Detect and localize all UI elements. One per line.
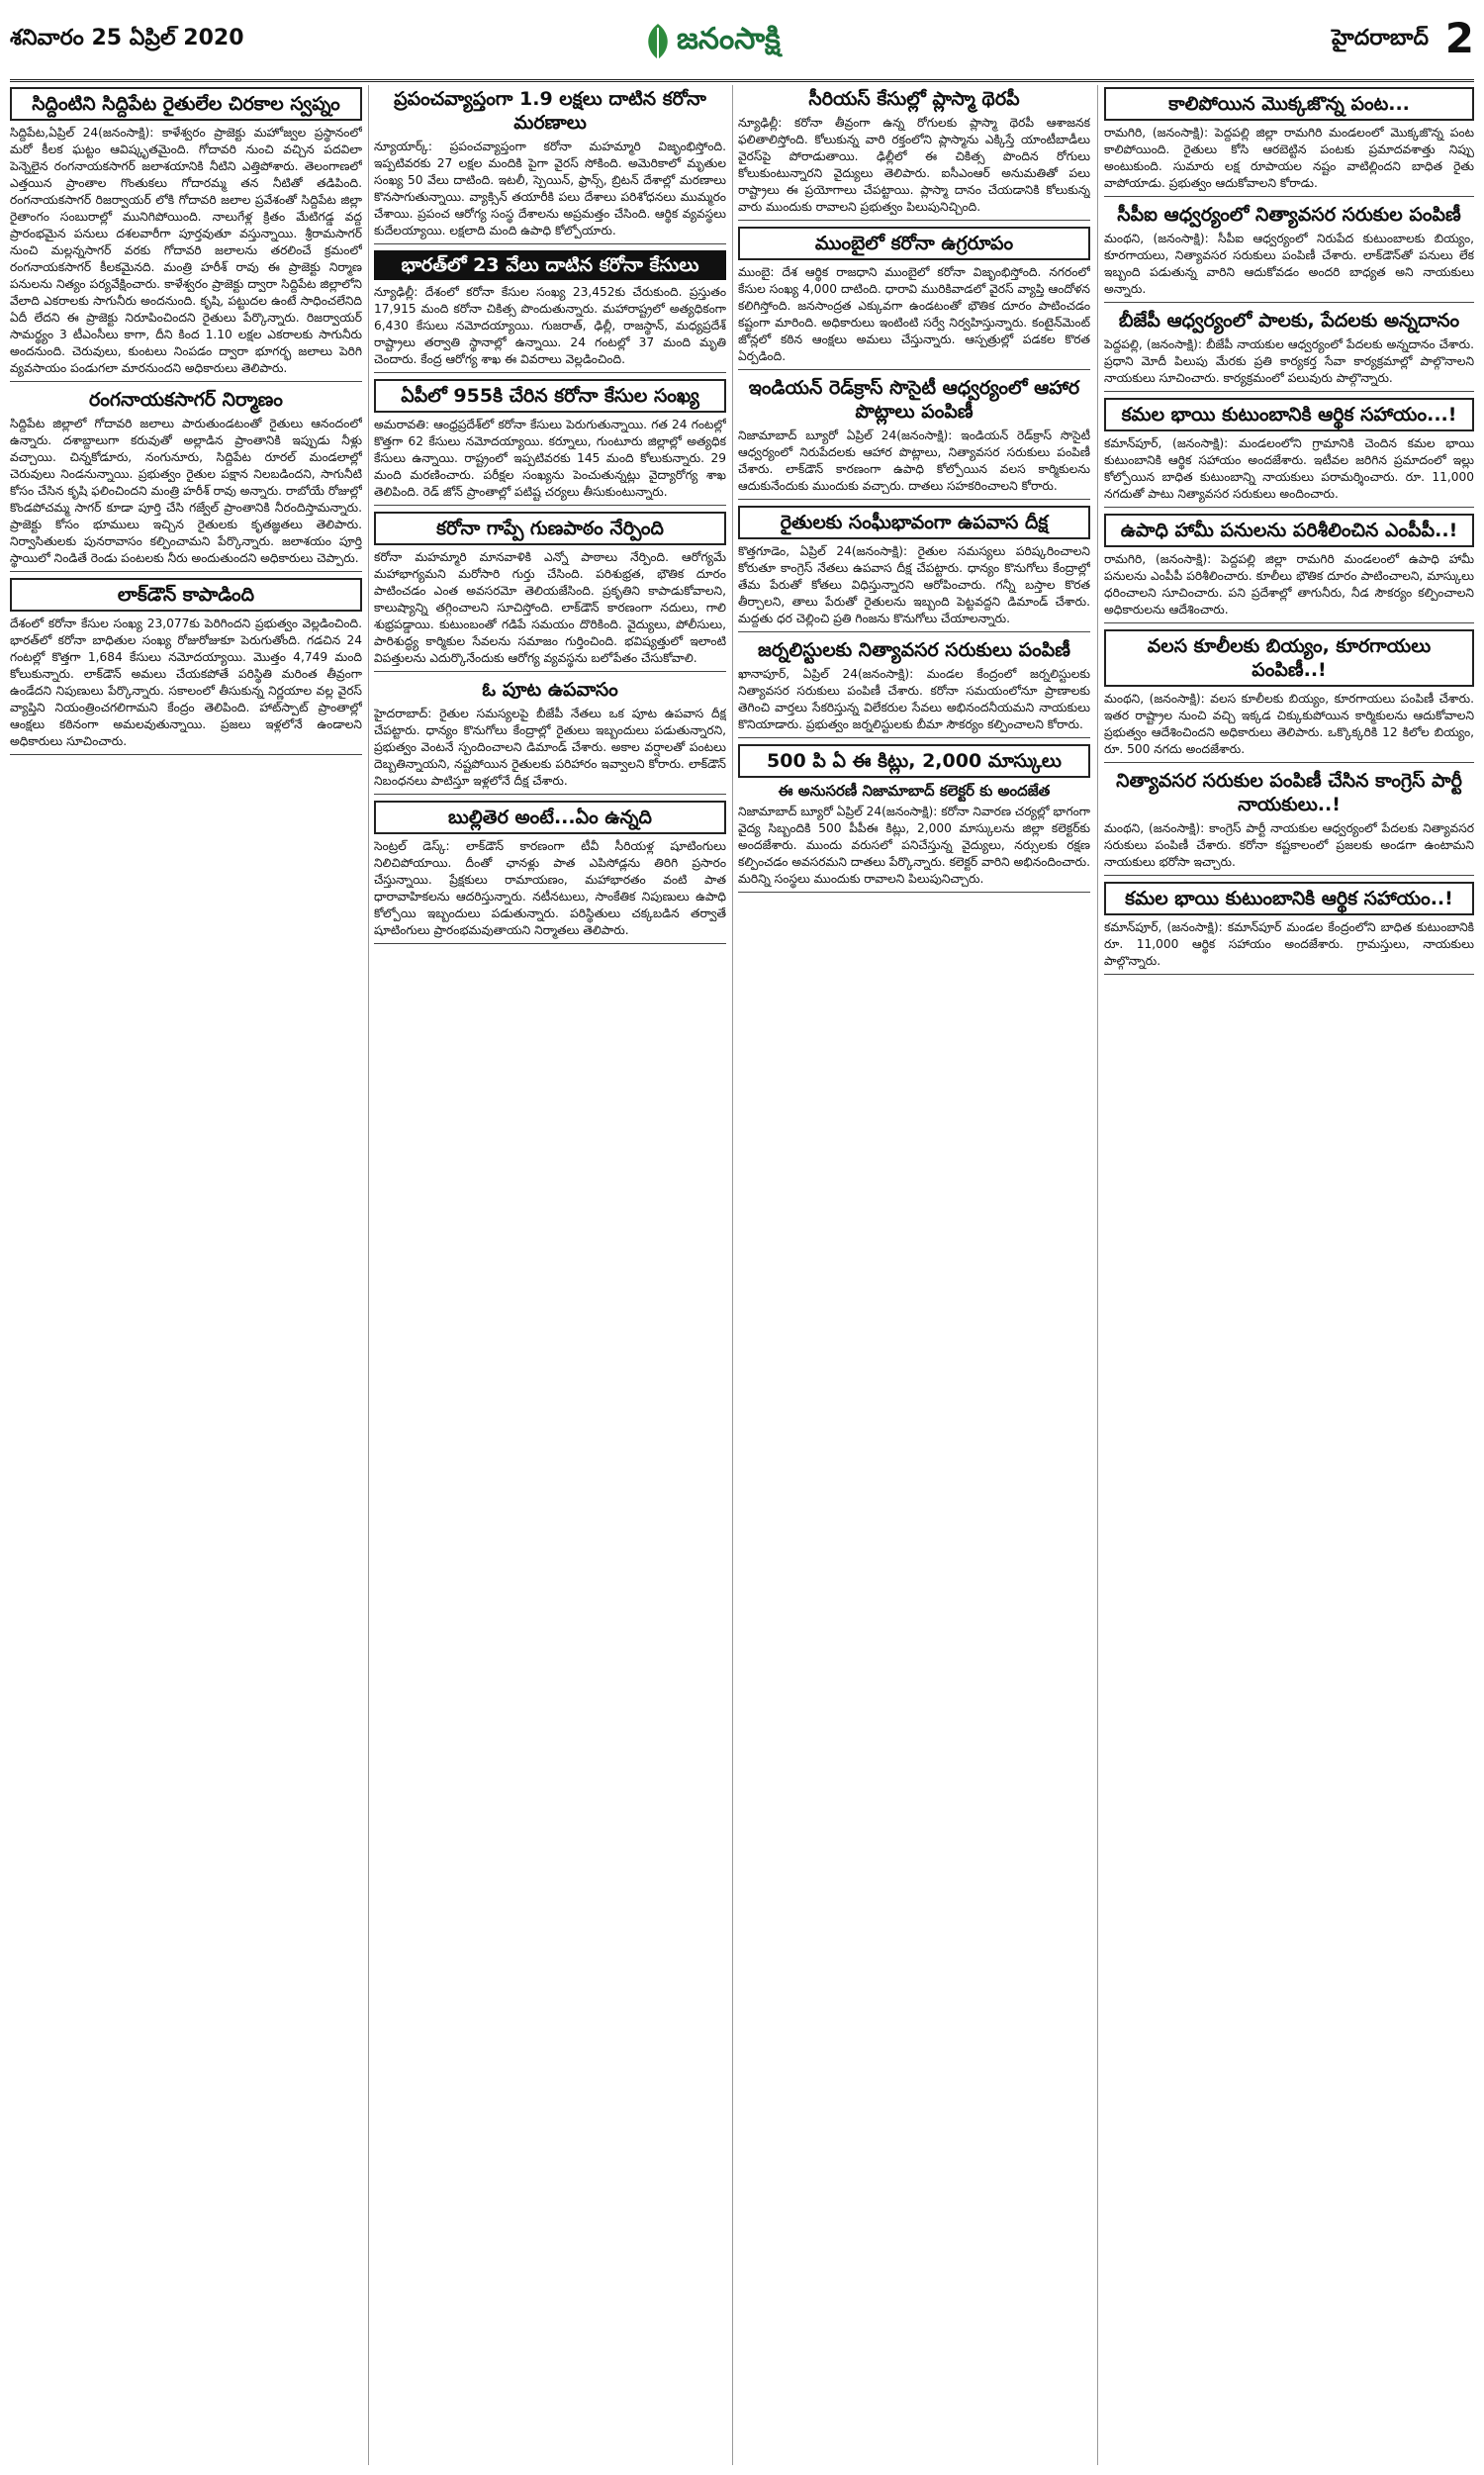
article-headline: ప్రపంచవ్యాప్తంగా 1.9 లక్షలు దాటిన కరోనా మరణాలు [394,88,706,134]
article-body: సిద్దిపేట జిల్లాలో గోదావరి జలాలు పారుతుండటంతో రైతులు ఆనందంలో ఉన్నారు. దశాబ్దాలుగా కరువుతో అల్లాడిన ప్రాంతానికి ఇప్పుడు నీళ్లు వచ్చాయి. చిన్నకోడూరు, నంగునూరు, సిద్దిపేట రూరల్ మండలాల్లో చెరువులు నిండనున్నాయి. ప్రభుత్వం రైతుల పక్షాన నిలబడిందని, సాగునీటి కోసం చేసిన కృషి ఫలించిందని మంత్రి హరీశ్ రావు అన్నారు. రాబోయే రోజుల్లో కొండపోచమ్మ సాగర్ కూడా పూర్తి చేసి గజ్వేల్ ప్రాంతానికి నీరందిస్తామన్నారు. ప్రాజెక్టు కోసం భూములు ఇచ్చిన రైతులకు కృతజ్ఞతలు తెలిపారు. నిర్వాసితులకు పునరావాసం కల్పించామని పేర్కొన్నారు. జలాశయం పూర్తి స్థాయిలో నిండితే రెండు పంటలకు నీరు అందుతుందని అధికారులు చెప్పారు. [10,417,362,565]
article-separator [1104,762,1474,763]
article-separator [738,892,1090,893]
article-separator [374,943,726,944]
article-separator [10,571,362,572]
article-headline: కమల భాయి కుటుంబానికి ఆర్థిక సహాయం..! [1104,882,1474,915]
article-body: రామగిరి, (జనంసాక్షి): పెద్దపల్లి జిల్లా రామగిరి మండలంలో ఉపాధి హామీ పనులను ఎంపీపీ పరిశీలించారు. కూలీలు భౌతిక దూరం పాటించాలని, మాస్కులు ధరించాలని సూచించారు. పని ప్రదేశాల్లో తాగునీరు, నీడ సౌకర్యం కల్పించాలని అధికారులను ఆదేశించారు. [1104,552,1474,617]
article-headline: నిత్యావసర సరుకుల పంపిణీ చేసిన కాంగ్రెస్ పార్టీ నాయకులు..! [1116,770,1462,815]
article-separator [374,794,726,795]
article-separator [374,243,726,244]
news-article [1104,882,1474,975]
article-headline: బుల్లితెర అంటే...ఏం ఉన్నది [374,801,726,834]
news-article [374,379,726,506]
article-separator [1104,622,1474,623]
article-body: పెద్దపల్లి, (జనంసాక్షి): బీజేపీ నాయకుల ఆధ్వర్యంలో పేదలకు అన్నదానం చేశారు. ప్రధాని మోదీ పిలుపు మేరకు ప్రతి కార్యకర్త సేవా కార్యక్రమాల్లో పాల్గొనాలని నాయకులు సూచించారు. కార్యక్రమంలో పలువురు పాల్గొన్నారు. [1104,337,1474,385]
article-body: ముంబై: దేశ ఆర్థిక రాజధాని ముంబైలో కరోనా విజృంభిస్తోంది. నగరంలో కేసుల సంఖ్య 4,000 దాటింది. ధారావి మురికివాడలో వైరస్ వ్యాప్తి ఆందోళన కలిగిస్తోంది. జనసాంద్రత ఎక్కువగా ఉండటంతో భౌతిక దూరం పాటించడం కష్టంగా మారింది. అధికారులు ఇంటింటి సర్వే నిర్వహిస్తున్నారు. కంటైన్‌మెంట్ జోన్లలో కఠిన ఆంక్షలు అమలు చేస్తున్నారు. ఆస్పత్రుల్లో పడకల కొరత ఏర్పడింది. [738,265,1090,363]
news-article [1104,203,1474,303]
article-headline: ఇండియన్ రెడ్‌క్రాస్ సొసైటీ ఆధ్వర్యంలో ఆహార పొట్లాలు పంపిణీ [748,377,1080,423]
article-headline: భారత్‌లో 23 వేలు దాటిన కరోనా కేసులు [374,250,726,280]
news-article [1104,398,1474,508]
column-divider [732,85,733,2465]
news-article [374,250,726,373]
news-article [374,678,726,795]
article-headline: కమల భాయి కుటుంబానికి ఆర్థిక సహాయం...! [1104,398,1474,431]
article-headline: ఏపీలో 955కి చేరిన కరోనా కేసుల సంఖ్య [374,379,726,413]
article-separator [374,372,726,373]
article-separator [738,369,1090,370]
article-body: హైదరాబాద్: రైతుల సమస్యలపై బీజేపీ నేతలు ఒక పూట ఉపవాస దీక్ష చేపట్టారు. ధాన్యం కొనుగోలు కేంద్రాల్లో రైతులు ఇబ్బందులు పడుతున్నారని, ప్రభుత్వం వెంటనే స్పందించాలని డిమాండ్ చేశారు. అకాల వర్షాలతో పంటలు దెబ్బతిన్నాయని, నష్టపోయిన రైతులకు పరిహారం ఇవ్వాలని కోరారు. లాక్‌డౌన్ నిబంధనలు పాటిస్తూ ఇళ్లలోనే దీక్ష చేశారు. [374,707,726,788]
article-body: మంథని, (జనంసాక్షి): వలస కూలీలకు బియ్యం, కూరగాయలు పంపిణీ చేశారు. ఇతర రాష్ట్రాల నుంచి వచ్చి ఇక్కడ చిక్కుకుపోయిన కార్మికులను ఆదుకోవాలని ప్రభుత్వం ఆదేశించిందని అధికారులు తెలిపారు. ఒక్కొక్కరికి 12 కిలోల బియ్యం, రూ. 500 నగదు అందజేశారు. [1104,692,1474,756]
article-headline: సీపీఐ ఆధ్వర్యంలో నిత్యావసర సరుకుల పంపిణీ [1117,204,1461,226]
article-headline: రైతులకు సంఘీభావంగా ఉపవాస దీక్ష [738,506,1090,539]
article-body: ఖానాపూర్, ఏప్రిల్ 24(జనంసాక్షి): మండల కేంద్రంలో జర్నలిస్టులకు నిత్యావసర సరుకులు పంపిణీ చేశారు. కరోనా సమయంలోనూ ప్రాణాలకు తెగించి వార్తలు సేకరిస్తున్న విలేకరుల సేవలు అభినందనీయమని నాయకులు కొనియాడారు. ప్రభుత్వం జర్నలిస్టులకు బీమా సౌకర్యం కల్పించాలని కోరారు. [738,667,1090,731]
article-body: కమాన్‌పూర్, (జనంసాక్షి): కమాన్‌పూర్ మండల కేంద్రంలోని బాధిత కుటుంబానికి రూ. 11,000 ఆర్థిక సహాయం అందజేశారు. గ్రామస్తులు, నాయకులు పాల్గొన్నారు. [1104,920,1474,968]
article-headline: రంగనాయకసాగర్ నిర్మాణం [89,389,283,411]
article-separator [10,381,362,382]
news-article [1104,629,1474,763]
article-body: మంథని, (జనంసాక్షి): సీపీఐ ఆధ్వర్యంలో నిరుపేద కుటుంబాలకు బియ్యం, కూరగాయలు, నిత్యావసర సరుకులు పంపిణీ చేశారు. లాక్‌డౌన్‌తో పనులు లేక ఇబ్బంది పడుతున్న వారిని ఆదుకోవడం అందరి బాధ్యత అని నాయకులు అన్నారు. [1104,232,1474,296]
article-subheadline: ఈ అనుసరణీ నిజామాబాద్ కలెక్టర్ కు అందజేత [778,782,1051,800]
article-headline: 500 పి ఏ ఈ కిట్లు, 2,000 మాస్కులు [738,744,1090,778]
news-article [738,87,1090,221]
news-article [374,801,726,944]
article-headline: కరోనా గాప్పే గుణపాఠం నేర్పింది [374,512,726,545]
leaf-icon [643,22,673,61]
article-separator [1104,391,1474,392]
article-headline: ముంబైలో కరోనా ఉగ్రరూపం [738,227,1090,260]
column-4 [1104,85,1474,2465]
article-body: రామగిరి, (జనంసాక్షి): పెద్దపల్లి జిల్లా రామగిరి మండలంలో మొక్కజొన్న పంట కాలిపోయింది. రైతులు కోసి ఆరబెట్టిన పంటకు ప్రమాదవశాత్తు నిప్పు అంటుకుంది. సుమారు లక్ష రూపాయల నష్టం వాటిల్లిందని బాధిత రైతు వాపోయాడు. ప్రభుత్వం ఆదుకోవాలని కోరాడు. [1104,126,1474,190]
article-headline: సిద్దింటిని సిద్దిపేట రైతులేల చిరకాల స్వప్నం [10,87,362,121]
article-separator [1104,302,1474,303]
article-separator [738,631,1090,632]
article-body: న్యూయార్క్: ప్రపంచవ్యాప్తంగా కరోనా మహమ్మారి విజృంభిస్తోంది. ఇప్పటివరకు 27 లక్షల మందికి పైగా వైరస్ సోకింది. అమెరికాలో మృతుల సంఖ్య 50 వేలు దాటింది. ఇటలీ, స్పెయిన్, ఫ్రాన్స్, బ్రిటన్ దేశాల్లో మరణాలు కొనసాగుతున్నాయి. వ్యాక్సిన్ తయారీకి పలు దేశాలు పరిశోధనలు ముమ్మరం చేశాయి. ప్రపంచ ఆరోగ్య సంస్థ దేశాలను అప్రమత్తం చేసింది. ఆర్థిక వ్యవస్థలు కుదేలయ్యాయి. లక్షలాది మంది ఉపాధి కోల్పోయారు. [374,140,726,238]
article-headline: ఓ పూట ఉపవాసం [482,679,618,701]
masthead [10,8,1474,82]
news-article [738,376,1090,500]
article-body: కరోనా మహమ్మారి మానవాళికి ఎన్నో పాఠాలు నేర్పింది. ఆరోగ్యమే మహాభాగ్యమని మరోసారి గుర్తు చేసింది. పరిశుభ్రత, భౌతిక దూరం పాటించడం ఎంత అవసరమో తెలియజేసింది. ప్రకృతిని కాపాడుకోవాలని, కాలుష్యాన్ని తగ్గించాలని సూచిస్తోంది. లాక్‌డౌన్ కారణంగా నదులు, గాలి శుభ్రపడ్డాయి. కుటుంబంతో గడిపే సమయం దొరికింది. వైద్యులు, పోలీసులు, పారిశుద్ధ్య కార్మికుల సేవలను సమాజం గుర్తించింది. భవిష్యత్తులో ఇలాంటి విపత్తులను ఎదుర్కొనేందుకు ఆరోగ్య వ్యవస్థను బలోపేతం చేసుకోవాలి. [374,550,726,665]
article-body: నిజామాబాద్ బ్యూరో ఏప్రిల్ 24(జనంసాక్షి): ఇండియన్ రెడ్‌క్రాస్ సొసైటీ ఆధ్వర్యంలో నిరుపేదలకు ఆహార పొట్లాలు, నిత్యావసర సరుకులు పంపిణీ చేశారు. లాక్‌డౌన్ కారణంగా ఉపాధి కోల్పోయిన వలస కార్మికులను ఆదుకునేందుకు ముందుకు వచ్చారు. దాతలు సహకరించాలని కోరారు. [738,428,1090,493]
article-body: కమాన్‌పూర్, (జనంసాక్షి): మండలంలోని గ్రామానికి చెందిన కమల భాయి కుటుంబానికి ఆర్థిక సహాయం అందజేశారు. ఇటీవల జరిగిన ప్రమాదంలో ఇల్లు కోల్పోయిన బాధిత కుటుంబాన్ని నాయకులు పరామర్శించారు. రూ. 11,000 నగదుతో పాటు నిత్యావసర సరుకులు అందించారు. [1104,436,1474,501]
article-separator [10,754,362,755]
news-article [1104,514,1474,623]
column-3 [738,85,1090,2465]
news-article [10,578,362,755]
article-body: సెంట్రల్ డెస్క్: లాక్‌డౌన్ కారణంగా టీవీ సీరియళ్ల షూటింగులు నిలిచిపోయాయి. దీంతో ఛానళ్లు పాత ఎపిసోడ్లను తిరిగి ప్రసారం చేస్తున్నాయి. ప్రేక్షకులు రామాయణం, మహాభారతం వంటి పాత ధారావాహికలను ఆదరిస్తున్నారు. నటీనటులు, సాంకేతిక నిపుణులు ఉపాధి కోల్పోయి ఇబ్బందులు పడుతున్నారు. పరిస్థితులు చక్కబడిన తర్వాతే షూటింగులు ప్రారంభమవుతాయని నిర్మాతలు తెలిపారు. [374,839,726,937]
news-article [738,506,1090,632]
newspaper-logo [643,14,861,71]
column-divider [1097,85,1098,2465]
column-divider [368,85,369,2465]
column-2 [374,85,726,2465]
article-body: సిద్దిపేట,ఏప్రిల్ 24(జనంసాక్షి): కాళేశ్వరం ప్రాజెక్టు మహోజ్వల ప్రస్థానంలో మరో కీలక ఘట్టం ఆవిష్కృతమైంది. గోదావరి నుంచి వచ్చిన పదవిలా పెన్నెలైన రంగనాయకసాగర్ జలాశయానికి నీటిని ఎత్తిపోశారు. తెలంగాణలో ఎత్తయిన ప్రాంతాల గొంతుకలు గోదారమ్మ తన నీటితో తడిపింది. రంగనాయకసాగర్ రిజర్వాయర్ లోకి గోదావరి జలాల ప్రవేశంతో సిద్దిపేట జిల్లా రైతాంగం సంబురాల్లో మునిగిపోయింది. నాలుగేళ్ల క్రితం మేటిగడ్డ వద్ద ప్రారంభమైన పనులు దశలవారీగా పూర్తవుతూ వస్తున్నాయి. శ్రీరామసాగర్ నుంచి మల్లన్నసాగర్ వరకు గోదావరి జలాలను తరలించే క్రమంలో రంగనాయకసాగర్ కీలకమైనది. మంత్రి హరీశ్ రావు ఈ ప్రాజెక్టు నిర్మాణ పనులను నిత్యం పర్యవేక్షించారు. కాళేశ్వరం ప్రాజెక్టు ద్వారా సిద్దిపేట జిల్లాలోని వేలాది ఎకరాలకు సాగునీరు అందనుంది. కృషి, పట్టుదల ఉంటే సాధించలేనిది ఏదీ లేదని ఈ ప్రాజెక్టు నిరూపించిందని రైతులు పేర్కొన్నారు. రిజర్వాయర్ సామర్థ్యం 3 టీఎంసీలు కాగా, దీని కింద 1.10 లక్షల ఎకరాలకు సాగునీరు అందనుంది. చెరువులు, కుంటలు నింపడం ద్వారా భూగర్భ జలాలు పెరిగి వ్యవసాయం పండుగలా మారనుందని అధికారులు తెలిపారు. [10,126,362,375]
article-separator [1104,196,1474,197]
article-body: దేశంలో కరోనా కేసుల సంఖ్య 23,077కు పెరిగిందని ప్రభుత్వం వెల్లడించింది. భారత్‌లో కరోనా బాధితుల సంఖ్య రోజురోజుకూ పెరుగుతోంది. గడచిన 24 గంటల్లో కొత్తగా 1,684 కేసులు నమోదయ్యాయి. మొత్తం 4,749 మంది కోలుకున్నారు. లాక్‌డౌన్ అమలు చేయకపోతే పరిస్థితి మరింత తీవ్రంగా ఉండేదని నిపుణులు పేర్కొన్నారు. సకాలంలో తీసుకున్న నిర్ణయాల వల్ల వైరస్ వ్యాప్తిని నియంత్రించగలిగామని కేంద్రం తెలిపింది. హాట్‌స్పాట్ ప్రాంతాల్లో ఆంక్షలు కఠినంగా అమలవుతున్నాయి. ప్రజలు ఇళ్లలోనే ఉండాలని అధికారులు సూచించారు. [10,617,362,748]
article-headline: లాక్‌డౌన్ కాపాడింది [10,578,362,612]
news-article [1104,769,1474,876]
article-headline: జర్నలిస్టులకు నిత్యావసర సరుకులు పంపిణీ [758,639,1070,661]
article-separator [1104,875,1474,876]
article-separator [738,499,1090,500]
article-headline: కాలిపోయిన మొక్కజొన్న పంట... [1104,87,1474,121]
article-separator [738,737,1090,738]
news-article [738,638,1090,738]
article-headline: ఉపాధి హామీ పనులను పరిశీలించిన ఎంపీపీ..! [1104,514,1474,547]
article-separator [738,220,1090,221]
article-body: నిజామాబాద్ బ్యూరో ఏప్రిల్ 24(జనంసాక్షి): కరోనా నివారణ చర్యల్లో భాగంగా వైద్య సిబ్బందికి 500 పీపీఈ కిట్లు, 2,000 మాస్కులను జిల్లా కలెక్టర్‌కు అందజేశారు. ముందు వరుసలో పనిచేస్తున్న వైద్యులు, నర్సులకు రక్షణ కల్పించడం అవసరమని దాతలు పేర్కొన్నారు. కలెక్టర్ వారిని అభినందించారు. మరిన్ని సంస్థలు ముందుకు రావాలని పిలుపునిచ్చారు. [738,805,1090,886]
issue-date: శనివారం 25 ఏప్రిల్ 2020 [10,26,244,50]
article-separator [1104,507,1474,508]
news-article [1104,87,1474,197]
article-headline: వలస కూలీలకు బియ్యం, కూరగాయలు పంపిణీ..! [1104,629,1474,687]
article-body: న్యూఢిల్లీ: దేశంలో కరోనా కేసుల సంఖ్య 23,452కు చేరుకుంది. ప్రస్తుతం 17,915 మంది కరోనా చికిత్స పొందుతున్నారు. మహారాష్ట్రలో అత్యధికంగా 6,430 కేసులు నమోదయ్యాయి. గుజరాత్, ఢిల్లీ, రాజస్థాన్, మధ్యప్రదేశ్ రాష్ట్రాలు తర్వాతి స్థానాల్లో ఉన్నాయి. 24 గంటల్లో 37 మంది మృతి చెందారు. కేంద్ర ఆరోగ్య శాఖ ఈ వివరాలు వెల్లడించింది. [374,285,726,366]
edition-city: హైదరాబాద్ [1332,26,1429,50]
article-headline: బీజేపీ ఆధ్వర్యంలో పాలకు, పేదలకు అన్నదానం [1118,310,1460,332]
article-separator [374,671,726,672]
news-article [374,512,726,672]
article-body: మంథని, (జనంసాక్షి): కాంగ్రెస్ పార్టీ నాయకుల ఆధ్వర్యంలో పేదలకు నిత్యావసర సరుకులు పంపిణీ చేశారు. కరోనా కష్టకాలంలో ప్రజలకు అండగా ఉంటామని నాయకులు భరోసా ఇచ్చారు. [1104,821,1474,869]
news-article [10,87,362,382]
news-article [1104,309,1474,392]
news-article [738,744,1090,893]
article-headline: సీరియస్ కేసుల్లో ప్లాస్మా థెరపీ [808,88,1020,110]
article-separator [1104,974,1474,975]
news-article [374,87,726,244]
news-article [738,227,1090,370]
article-separator [374,505,726,506]
article-body: కొత్తగూడెం, ఏప్రిల్ 24(జనంసాక్షి): రైతుల సమస్యలు పరిష్కరించాలని కోరుతూ కాంగ్రెస్ నేతలు ఉపవాస దీక్ష చేపట్టారు. ధాన్యం కొనుగోలు కేంద్రాల్లో తేమ పేరుతో కోతలు విధిస్తున్నారని ఆరోపించారు. గన్నీ బస్తాల కొరత తీర్చాలని, తాలు పేరుతో రైతులను ఇబ్బంది పెట్టవద్దని డిమాండ్ చేశారు. మద్దతు ధర చెల్లించి ప్రతి గింజను కొనుగోలు చేయాలన్నారు. [738,544,1090,625]
news-article [10,388,362,572]
column-1 [10,85,362,2465]
logo-text: జనంసాక్షి [677,22,781,56]
page-number: 2 [1444,14,1474,62]
article-body: న్యూఢిల్లీ: కరోనా తీవ్రంగా ఉన్న రోగులకు ప్లాస్మా థెరపీ ఆశాజనక ఫలితాలిస్తోంది. కోలుకున్న వారి రక్తంలోని ప్లాస్మాను ఎక్కిస్తే యాంటీబాడీలు వైరస్‌పై పోరాడుతాయి. ఢిల్లీలో ఈ చికిత్స పొందిన రోగులు కోలుకుంటున్నారని వైద్యులు తెలిపారు. ఐసీఎంఆర్ అనుమతితో పలు రాష్ట్రాలు ఈ ప్రయోగాలు చేపట్టాయి. ప్లాస్మా దానం చేయడానికి కోలుకున్న వారు ముందుకు రావాలని ప్రభుత్వం పిలుపునిచ్చింది. [738,116,1090,214]
article-body: అమరావతి: ఆంధ్రప్రదేశ్‌లో కరోనా కేసులు పెరుగుతున్నాయి. గత 24 గంటల్లో కొత్తగా 62 కేసులు నమోదయ్యాయి. కర్నూలు, గుంటూరు జిల్లాల్లో అత్యధిక కేసులు ఉన్నాయి. రాష్ట్రంలో ఇప్పటివరకు 145 మంది కోలుకున్నారు. 29 మంది మరణించారు. పరీక్షల సంఖ్యను పెంచుతున్నట్లు వైద్యారోగ్య శాఖ తెలిపింది. రెడ్ జోన్ ప్రాంతాల్లో పటిష్ట చర్యలు తీసుకుంటున్నారు. [374,418,726,499]
